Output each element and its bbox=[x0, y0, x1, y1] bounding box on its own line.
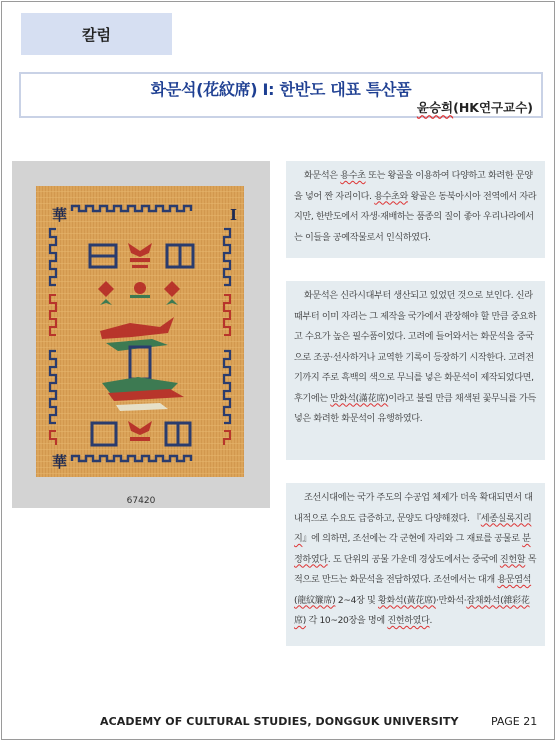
paragraph-2 bbox=[286, 281, 545, 460]
text-run: 화문석은 신라시대부터 생산되고 있었던 것으로 보인다. 신라 때부터 이미 자리는 그 제작을 국가에서 관장해야 할 만큼 중요하고 수요가 높은 필수품이었다. 고려에 들어와서는 화문석을 중국으로 조공·선사하거나 교역한 기록이 등장하기 시작한다. 고려전기까지 주로 흑백의 색으로 무늬를 넣은 화문석이 제작되었다면, 후기에는 bbox=[294, 291, 537, 404]
footer-institution: ACADEMY OF CULTURAL STUDIES, DONGGUK UNIVERSITY bbox=[100, 715, 459, 728]
text-run: 조선시대에는 국가 주도의 수공업 체제가 더욱 확대되면서 대내적으로 수요도 급증하고, 문양도 다양해졌다. 『 bbox=[294, 493, 533, 524]
svg-text:I: I bbox=[230, 206, 238, 224]
author-name: 윤승희 bbox=[416, 100, 454, 115]
svg-text:華: 華 bbox=[52, 206, 68, 224]
flower-mat-image bbox=[12, 161, 270, 496]
underlined-term: 세종실록지리지 bbox=[294, 513, 532, 544]
underlined-term: 분정하였다 bbox=[294, 534, 531, 565]
paragraph-3 bbox=[286, 483, 545, 646]
paragraph-1 bbox=[286, 161, 545, 258]
svg-text:華: 華 bbox=[52, 453, 68, 471]
underlined-term: 용수초 bbox=[340, 171, 366, 181]
text-run: . 도 단위의 공물 가운데 경상도에서는 중국에 bbox=[327, 554, 500, 565]
figure-caption: 67420 bbox=[126, 496, 156, 506]
author-line bbox=[417, 98, 533, 116]
text-run: 화문석은 bbox=[304, 171, 341, 181]
section-tag: 칼럼 bbox=[21, 13, 172, 55]
underlined-term: 용수초와 bbox=[374, 191, 408, 202]
footer-page-number: PAGE 21 bbox=[491, 715, 538, 728]
text-run: 목적으로 만드는 화문석을 전담하였다. 조선에서는 대개 bbox=[294, 554, 537, 585]
underlined-term: 만화석(滿花席) bbox=[330, 393, 389, 404]
text-run: 2~4장 및 bbox=[335, 595, 379, 606]
underlined-term: 진헌하였다 bbox=[387, 616, 430, 626]
text-run: . bbox=[429, 616, 433, 626]
figure-photo bbox=[12, 161, 270, 508]
underlined-term: 진헌할 bbox=[499, 554, 526, 565]
author-affiliation: (HK연구교수) bbox=[453, 100, 533, 115]
underlined-term: 잡채화석(雜彩花席) bbox=[294, 595, 530, 626]
text-run: 각 10~20장을 명에 bbox=[305, 616, 388, 626]
title-box bbox=[19, 72, 543, 118]
text-run: ·만화석· bbox=[435, 595, 467, 606]
text-run: 이라고 불릴 만큼 채색된 꽃무늬를 가득 넣은 화려한 화문석이 유행하였다. bbox=[294, 393, 536, 424]
text-run: 』에 의하면, 조선에는 각 군현에 자리와 그 재료를 공물로 bbox=[302, 534, 523, 544]
underlined-term: 용문염석(龍紋簾席) bbox=[294, 575, 532, 606]
article-title: 화문석(花紋席) Ⅰ: 한반도 대표 특산품 bbox=[150, 80, 412, 99]
underlined-term: 황화석(黃花席) bbox=[378, 595, 436, 606]
text-run: 또는 왕골을 이용하여 다양하고 화려한 문양을 넣어 짠 자리이다. bbox=[294, 171, 533, 202]
text-run: 왕골은 동북아시아 전역에서 자라지만, 한반도에서 자생·재배하는 품종의 질이 좋아 우리나라에서는 이들을 공예작물로서 인식하였다. bbox=[294, 191, 537, 243]
